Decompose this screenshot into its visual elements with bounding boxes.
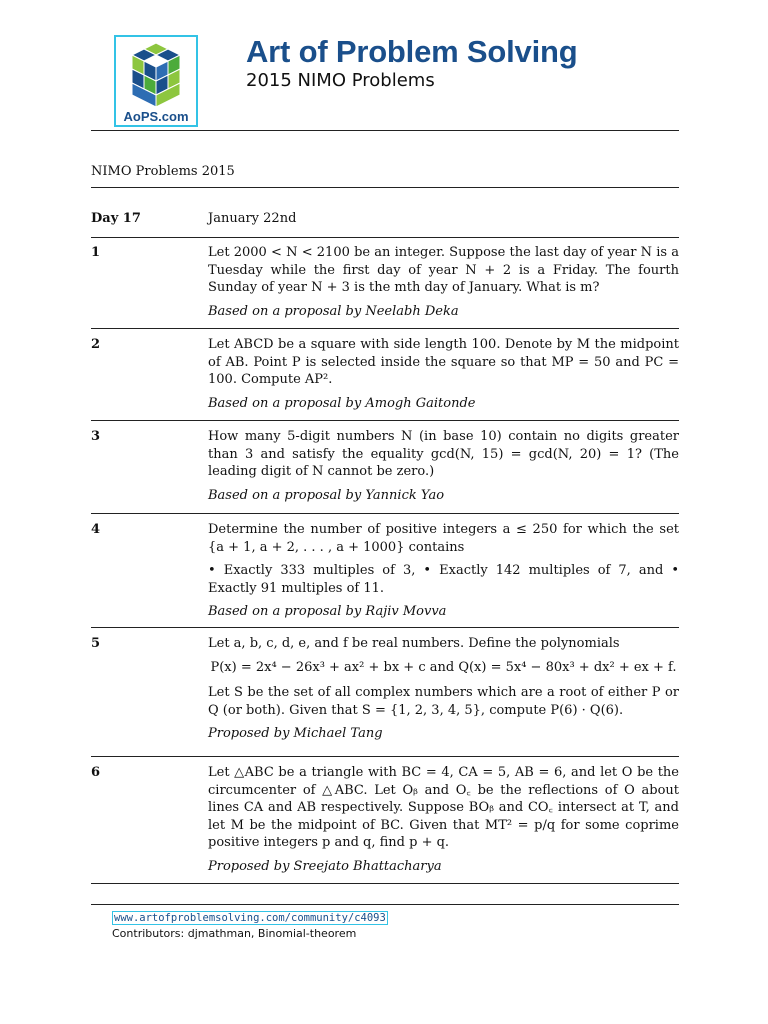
divider <box>91 904 679 905</box>
problem-number: 4 <box>91 522 101 537</box>
problem-text: • Exactly 333 multiples of 3, • Exactly 142 multiples of 7, and • Exactly 91 multiples of 11. <box>208 563 679 596</box>
divider <box>91 420 679 421</box>
problem-text: Determine the number of positive integers a ≤ 250 for which the set {a + 1, a + 2, . . . , a + 1000} contains <box>208 522 679 555</box>
problem-body <box>208 428 679 510</box>
problem-text: Let a, b, c, d, e, and f be real numbers. Define the polynomials <box>208 636 620 651</box>
cube-logo-icon <box>124 41 188 109</box>
problem-credit: Proposed by Michael Tang <box>208 726 383 741</box>
problem-body <box>208 521 679 627</box>
polynomial-equation: P(x) = 2x⁴ − 26x³ + ax² + bx + c and Q(x) = 5x⁴ − 80x³ + dx² + ex + f. <box>210 659 677 675</box>
divider <box>91 883 679 884</box>
day-label: Day 17 <box>91 211 141 226</box>
problem-text: Let △ABC be a triangle with BC = 4, CA = 5, AB = 6, and let O be the circumcenter of △ABC. Let Oᵦ and O꜀ be the reflections of O about lines CA and AB respectively. Suppose BOᵦ and CO꜀ intersect at T, and let M be the midpoint of BC. Given that MT² = p/q for some coprime positive integers p and q, find p + q. <box>208 765 679 850</box>
problem-text: Let ABCD be a square with side length 100. Denote by M the midpoint of AB. Point P is selected inside the square so that MP = 50 and PC = 100. Compute AP². <box>208 337 679 387</box>
problem-body <box>208 764 679 881</box>
problem-credit: Based on a proposal by Yannick Yao <box>208 487 445 503</box>
problem-text: Let 2000 < N < 2100 be an integer. Suppose the last day of year N is a Tuesday while the first day of year N + 2 is a Friday. The fourth Sunday of year N + 3 is the mth day of January. What is m? <box>208 245 679 295</box>
problem-number: 5 <box>91 636 101 651</box>
problem-number: 2 <box>91 337 101 352</box>
problem-number: 6 <box>91 765 101 780</box>
logo-text: AoPS.com <box>123 109 189 124</box>
divider <box>91 187 679 188</box>
divider <box>91 513 679 514</box>
community-link[interactable]: www.artofproblemsolving.com/community/c4093 <box>114 912 386 924</box>
problem-number: 1 <box>91 245 101 260</box>
document-title: NIMO Problems 2015 <box>91 164 235 179</box>
divider <box>91 237 679 238</box>
divider <box>91 130 679 131</box>
problem-text: How many 5-digit numbers N (in base 10) contain no digits greater than 3 and satisfy the equality gcd(N, 15) = gcd(N, 20) = 1? (The leading digit of N cannot be zero.) <box>208 429 679 479</box>
page-subtitle: 2015 NIMO Problems <box>246 70 435 91</box>
divider <box>91 627 679 628</box>
divider <box>91 756 679 757</box>
divider <box>91 328 679 329</box>
problem-credit: Based on a proposal by Amogh Gaitonde <box>208 395 476 411</box>
problem-body <box>208 635 679 749</box>
problem-body <box>208 244 679 326</box>
aops-logo[interactable] <box>114 35 198 127</box>
contributors-text: Contributors: djmathman, Binomial-theorem <box>112 927 357 940</box>
problem-credit: Based on a proposal by Neelabh Deka <box>208 303 459 319</box>
problem-text: Let S be the set of all complex numbers which are a root of either P or Q (or both). Given that S = {1, 2, 3, 4, 5}, compute P(6) · Q(6). <box>208 685 679 718</box>
problem-credit: Proposed by Sreejato Bhattacharya <box>208 858 442 874</box>
problem-credit: Based on a proposal by Rajiv Movva <box>208 604 447 619</box>
day-date: January 22nd <box>208 211 297 226</box>
site-title[interactable]: Art of Problem Solving <box>246 34 578 69</box>
problem-body <box>208 336 679 418</box>
problem-number: 3 <box>91 429 101 444</box>
